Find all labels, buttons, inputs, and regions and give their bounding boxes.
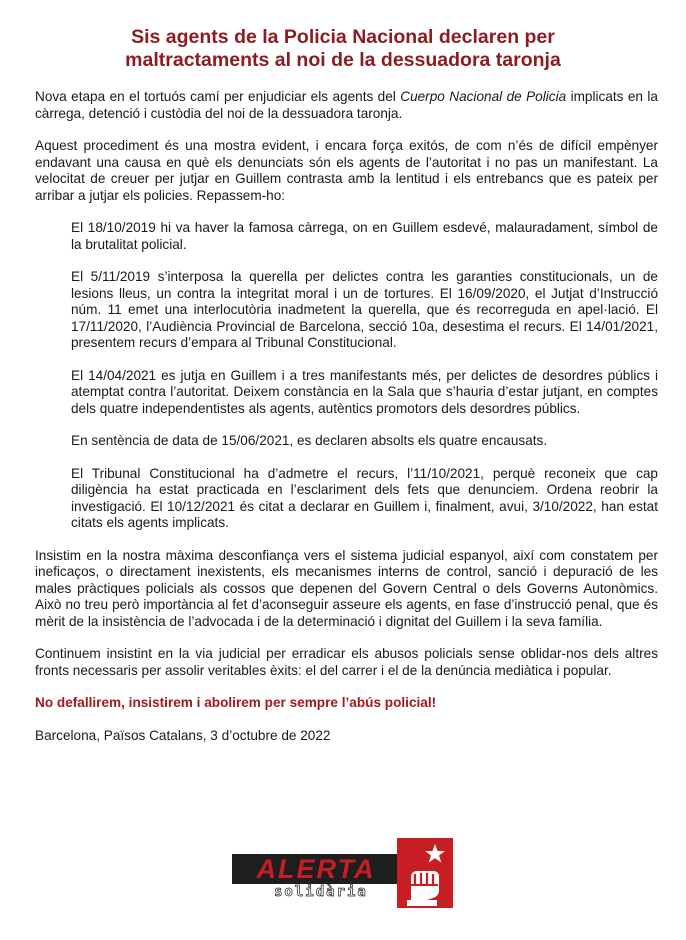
intro-text-before: Nova etapa en el tortuós camí per enjudiciar els agents del (35, 89, 401, 104)
title-line-1: Sis agents de la Policia Nacional declaren per (131, 26, 555, 48)
timeline-item-querella: El 5/11/2019 s’interposa la querella per delictes contra les garanties constitucionals, un de lesions lleus, un contra la integritat moral i un de tortures. El 16/09/2020, el Jutjat d’Instrucció núm. 11 emet una interlocutòria inadmetent la querella, que és recorreguda en apel·lació. El 17/11/2020, l’Audiència Provincial de Barcelona, secció 10a, desestima el recurs. El 14/01/2021, presentem recurs d’empara al Tribunal Constitucional. (71, 269, 658, 350)
document-title (30, 26, 656, 72)
document-body (35, 89, 658, 760)
raised-fist-star-icon (397, 838, 453, 908)
logo-wordmark: ALERTA (256, 854, 376, 884)
closing-slogan: No defallirem, insistirem i abolirem per sempre l’abús policial! (35, 695, 437, 710)
title-line-2: maltractaments al noi de la dessuadora taronja (125, 49, 561, 71)
intro-italic-text: Cuerpo Nacional de Policia (400, 89, 567, 104)
paragraph-procediment: Aquest procediment és una mostra evident, i encara força exitós, de com n’és de difícil empènyer endavant una causa en què els denunciats són els agents de l’autoritat i no pas un manifestant. La velocitat de creuer per jutjar en Guillem contrasta amb la lentitud i els entrebancs que es pateix per arribar a jutjar els policies. Repassem-ho: (35, 138, 658, 203)
signoff-place-date: Barcelona, Països Catalans, 3 d’octubre de 2022 (35, 727, 331, 743)
logo-subtitle: solidària (274, 884, 368, 900)
paragraph-via-judicial: Continuem insistint en la via judicial per erradicar els abusos policials sense oblidar-nos dels altres fronts necessaris per assolir veritables èxits: el del carrer i el de la denúncia mediàtica i popular. (35, 646, 658, 678)
timeline-item-carrega: El 18/10/2019 hi va haver la famosa càrrega, on en Guillem esdevé, malauradament, símbol de la brutalitat policial. (71, 220, 658, 252)
intro-paragraph (35, 89, 658, 122)
paragraph-desconfianca: Insistim en la nostra màxima desconfiança vers el sistema judicial espanyol, així com constatem per ineficaços, o directament inexistents, els mecanismes interns de control, sanció i depuració de les males pràctiques policials als cossos que depenen del Govern Central o dels Governs Autonòmics. Això no treu però importància al fet d’aconseguir asseure els agents, en fase d’instrucció penal, que és mèrit de la insistència de l’advocada i de la determinació i dignitat del Guillem i la seva família. (35, 547, 658, 629)
intro-text-after: implicats en la càrrega, detenció i custòdia del noi de la dessuadora taronja. (35, 89, 658, 121)
timeline-item-constitucional: El Tribunal Constitucional ha d’admetre el recurs, l’11/10/2021, perquè reconeix que cap diligència ha estat practicada en l’esclariment dels fets que denunciem. Ordena reobrir la investigació. El 10/12/2021 és citat a declarar en Guillem i, finalment, avui, 3/10/2022, han estat citats els agents implicats. (71, 465, 658, 530)
alerta-solidaria-logo (232, 838, 458, 908)
timeline-item-judici: El 14/04/2021 es jutja en Guillem i a tres manifestants més, per delictes de desordres públics i atemptat contra l’autoritat. Deixem constància en la Sala que s’hauria d’estar jutjant, en comptes dels quatre independentistes als agents, autèntics promotors dels desordres públics. (71, 367, 658, 416)
timeline-item-sentencia: En sentència de data de 15/06/2021, es declaren absolts els quatre encausats. (71, 433, 548, 448)
